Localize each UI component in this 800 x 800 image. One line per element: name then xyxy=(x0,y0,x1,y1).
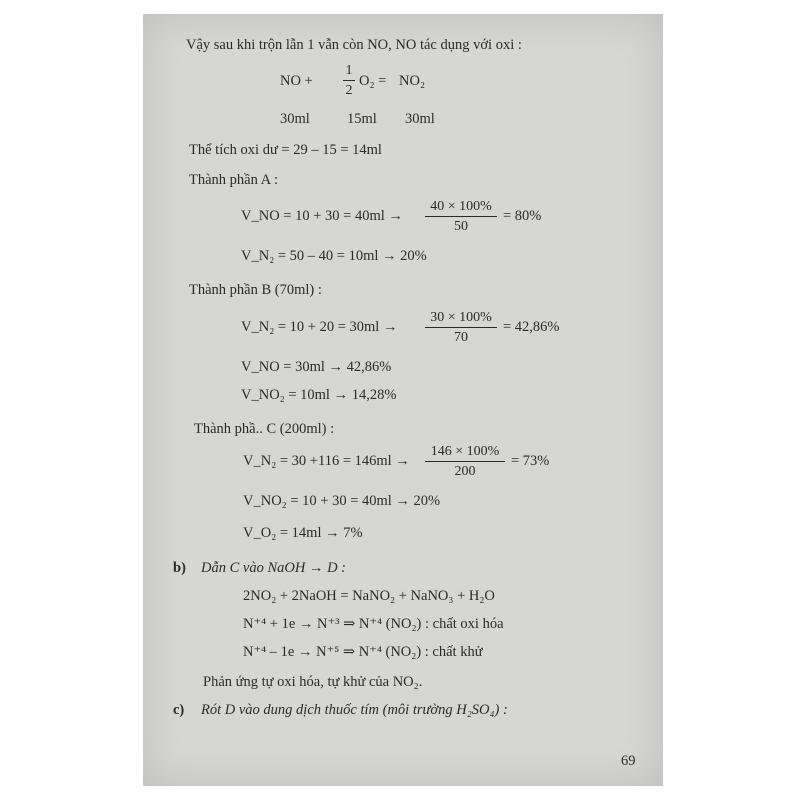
comp-b-fraction xyxy=(425,309,497,346)
comp-a-result: = 80% xyxy=(503,208,542,224)
comp-c-num: 146 × 100% xyxy=(430,444,500,459)
eq1-vol-3: 30ml xyxy=(405,111,435,127)
comp-c-row3: V_O₂ = 14ml → 7% xyxy=(243,525,363,541)
part-b-label: b) xyxy=(173,560,186,576)
comp-c-title: Thành phầ.. C (200ml) : xyxy=(194,421,335,437)
comp-a-row2: V_N₂ = 50 – 40 = 10ml → 20% xyxy=(241,248,427,264)
comp-a-title: Thành phần A : xyxy=(189,172,279,188)
oxi-du-line: Thể tích oxi dư = 29 – 15 = 14ml xyxy=(189,142,382,158)
part-c-label: c) xyxy=(173,702,185,718)
book-page xyxy=(143,14,663,786)
eq1-vol-2: 15ml xyxy=(347,111,377,127)
comp-b-den: 70 xyxy=(454,330,468,345)
comp-b-title: Thành phần B (70ml) : xyxy=(189,282,322,298)
intro-line: Vậy sau khi trộn lẫn 1 vẫn còn NO, NO tác dụng với oxi : xyxy=(186,37,522,53)
comp-c-den: 200 xyxy=(454,464,476,479)
eq1-half-num: 1 xyxy=(345,63,353,78)
eq1-o2: O₂ = xyxy=(359,73,387,89)
comp-b-row2: V_NO = 30ml → 42,86% xyxy=(241,359,392,375)
part-b-summary: Phản ứng tự oxi hóa, tự khử của NO₂. xyxy=(203,674,423,690)
comp-b-row3: V_NO₂ = 10ml → 14,28% xyxy=(241,387,397,403)
comp-a-den: 50 xyxy=(454,219,468,234)
comp-a-fraction xyxy=(425,198,497,235)
eq1-half-den: 2 xyxy=(345,83,353,98)
comp-a-row1: V_NO = 10 + 30 = 40ml → xyxy=(241,208,403,224)
eq1-vol-1: 30ml xyxy=(280,111,310,127)
comp-c-fraction xyxy=(425,443,505,480)
part-b-reaction-1: N⁺⁴ + 1e → N⁺³ ⇒ N⁺⁴ (NO₂) : chất oxi hóa xyxy=(243,616,504,632)
part-c-title: Rót D vào dung dịch thuốc tím (môi trường H₂SO₄) : xyxy=(201,702,508,718)
comp-a-num: 40 × 100% xyxy=(430,199,492,214)
comp-b-result: = 42,86% xyxy=(503,319,560,335)
eq1-lhs: NO + xyxy=(280,73,313,89)
eq1-rhs: NO₂ xyxy=(399,73,425,89)
comp-b-row1: V_N₂ = 10 + 20 = 30ml → xyxy=(241,319,398,335)
comp-c-result: = 73% xyxy=(511,453,550,469)
comp-c-row2: V_NO₂ = 10 + 30 = 40ml → 20% xyxy=(243,493,441,509)
eq1-half-fraction xyxy=(343,62,355,99)
part-b-reaction-2: N⁺⁴ – 1e → N⁺⁵ ⇒ N⁺⁴ (NO₂) : chất khử xyxy=(243,644,483,660)
part-b-equation: 2NO₂ + 2NaOH = NaNO₂ + NaNO₃ + H₂O xyxy=(243,588,495,604)
page-number: 69 xyxy=(621,753,636,769)
part-b-title: Dẫn C vào NaOH → D : xyxy=(201,560,346,576)
comp-c-row1: V_N₂ = 30 +116 = 146ml → xyxy=(243,453,410,469)
comp-b-num: 30 × 100% xyxy=(430,310,492,325)
